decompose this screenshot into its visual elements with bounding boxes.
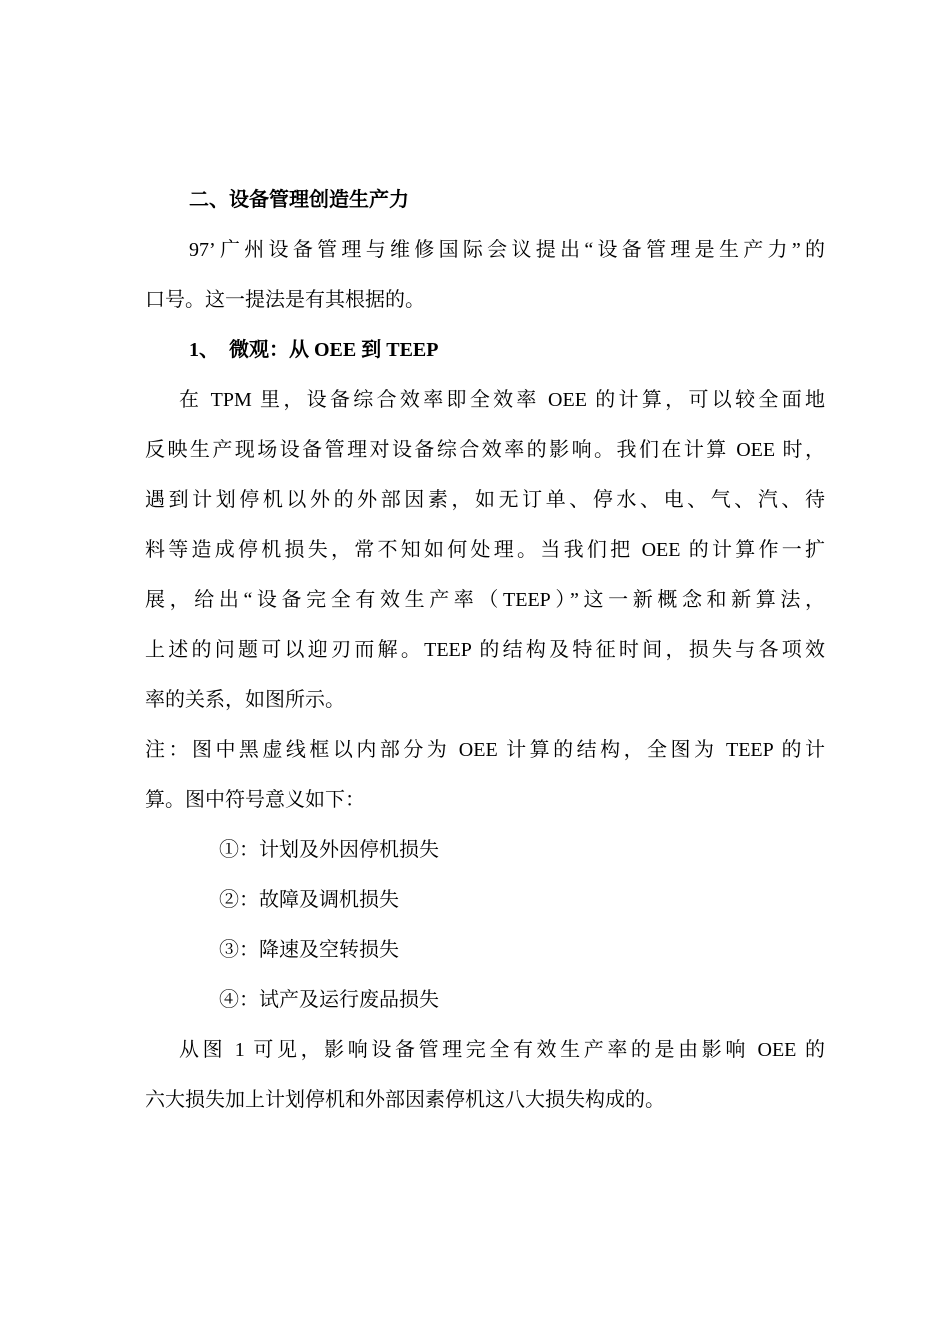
para1-line-7: 率的关系，如图所示。 [145,689,345,711]
para1-line-4: 料等造成停机损失，常不知如何处理。当我们把 OEE 的计算作一扩 [145,539,825,561]
symbol-item-3: ③：降速及空转损失 [219,939,399,961]
intro-line-1: 97’广州设备管理与维修国际会议提出“设备管理是生产力”的 [189,239,825,261]
note-line-1: 注：图中黑虚线框以内部分为 OEE 计算的结构，全图为 TEEP 的计 [145,739,825,761]
intro-line-2: 口号。这一提法是有其根据的。 [145,289,425,311]
conclusion-line-2: 六大损失加上计划停机和外部因素停机这八大损失构成的。 [145,1089,665,1111]
conclusion-line-1: 从图 1 可见，影响设备管理完全有效生产率的是由影响 OEE 的 [179,1039,825,1061]
symbol-item-1: ①：计划及外因停机损失 [219,839,439,861]
symbol-item-2: ②：故障及调机损失 [219,889,399,911]
document-page [145,175,825,1125]
para1-line-1: 在 TPM 里，设备综合效率即全效率 OEE 的计算，可以较全面地 [179,389,825,411]
para1-line-2: 反映生产现场设备管理对设备综合效率的影响。我们在计算 OEE 时， [145,439,825,461]
para1-line-3: 遇到计划停机以外的外部因素，如无订单、停水、电、气、汽、待 [145,489,825,511]
para1-line-5: 展，给出“设备完全有效生产率（TEEP）”这一新概念和新算法， [145,589,825,611]
symbol-item-4: ④：试产及运行废品损失 [219,989,439,1011]
para1-line-6: 上述的问题可以迎刃而解。TEEP 的结构及特征时间，损失与各项效 [145,639,825,661]
note-line-2: 算。图中符号意义如下： [145,789,365,811]
section-heading: 二、设备管理创造生产力 [189,189,409,211]
subheading: 1、 微观：从 OEE 到 TEEP [189,339,439,361]
